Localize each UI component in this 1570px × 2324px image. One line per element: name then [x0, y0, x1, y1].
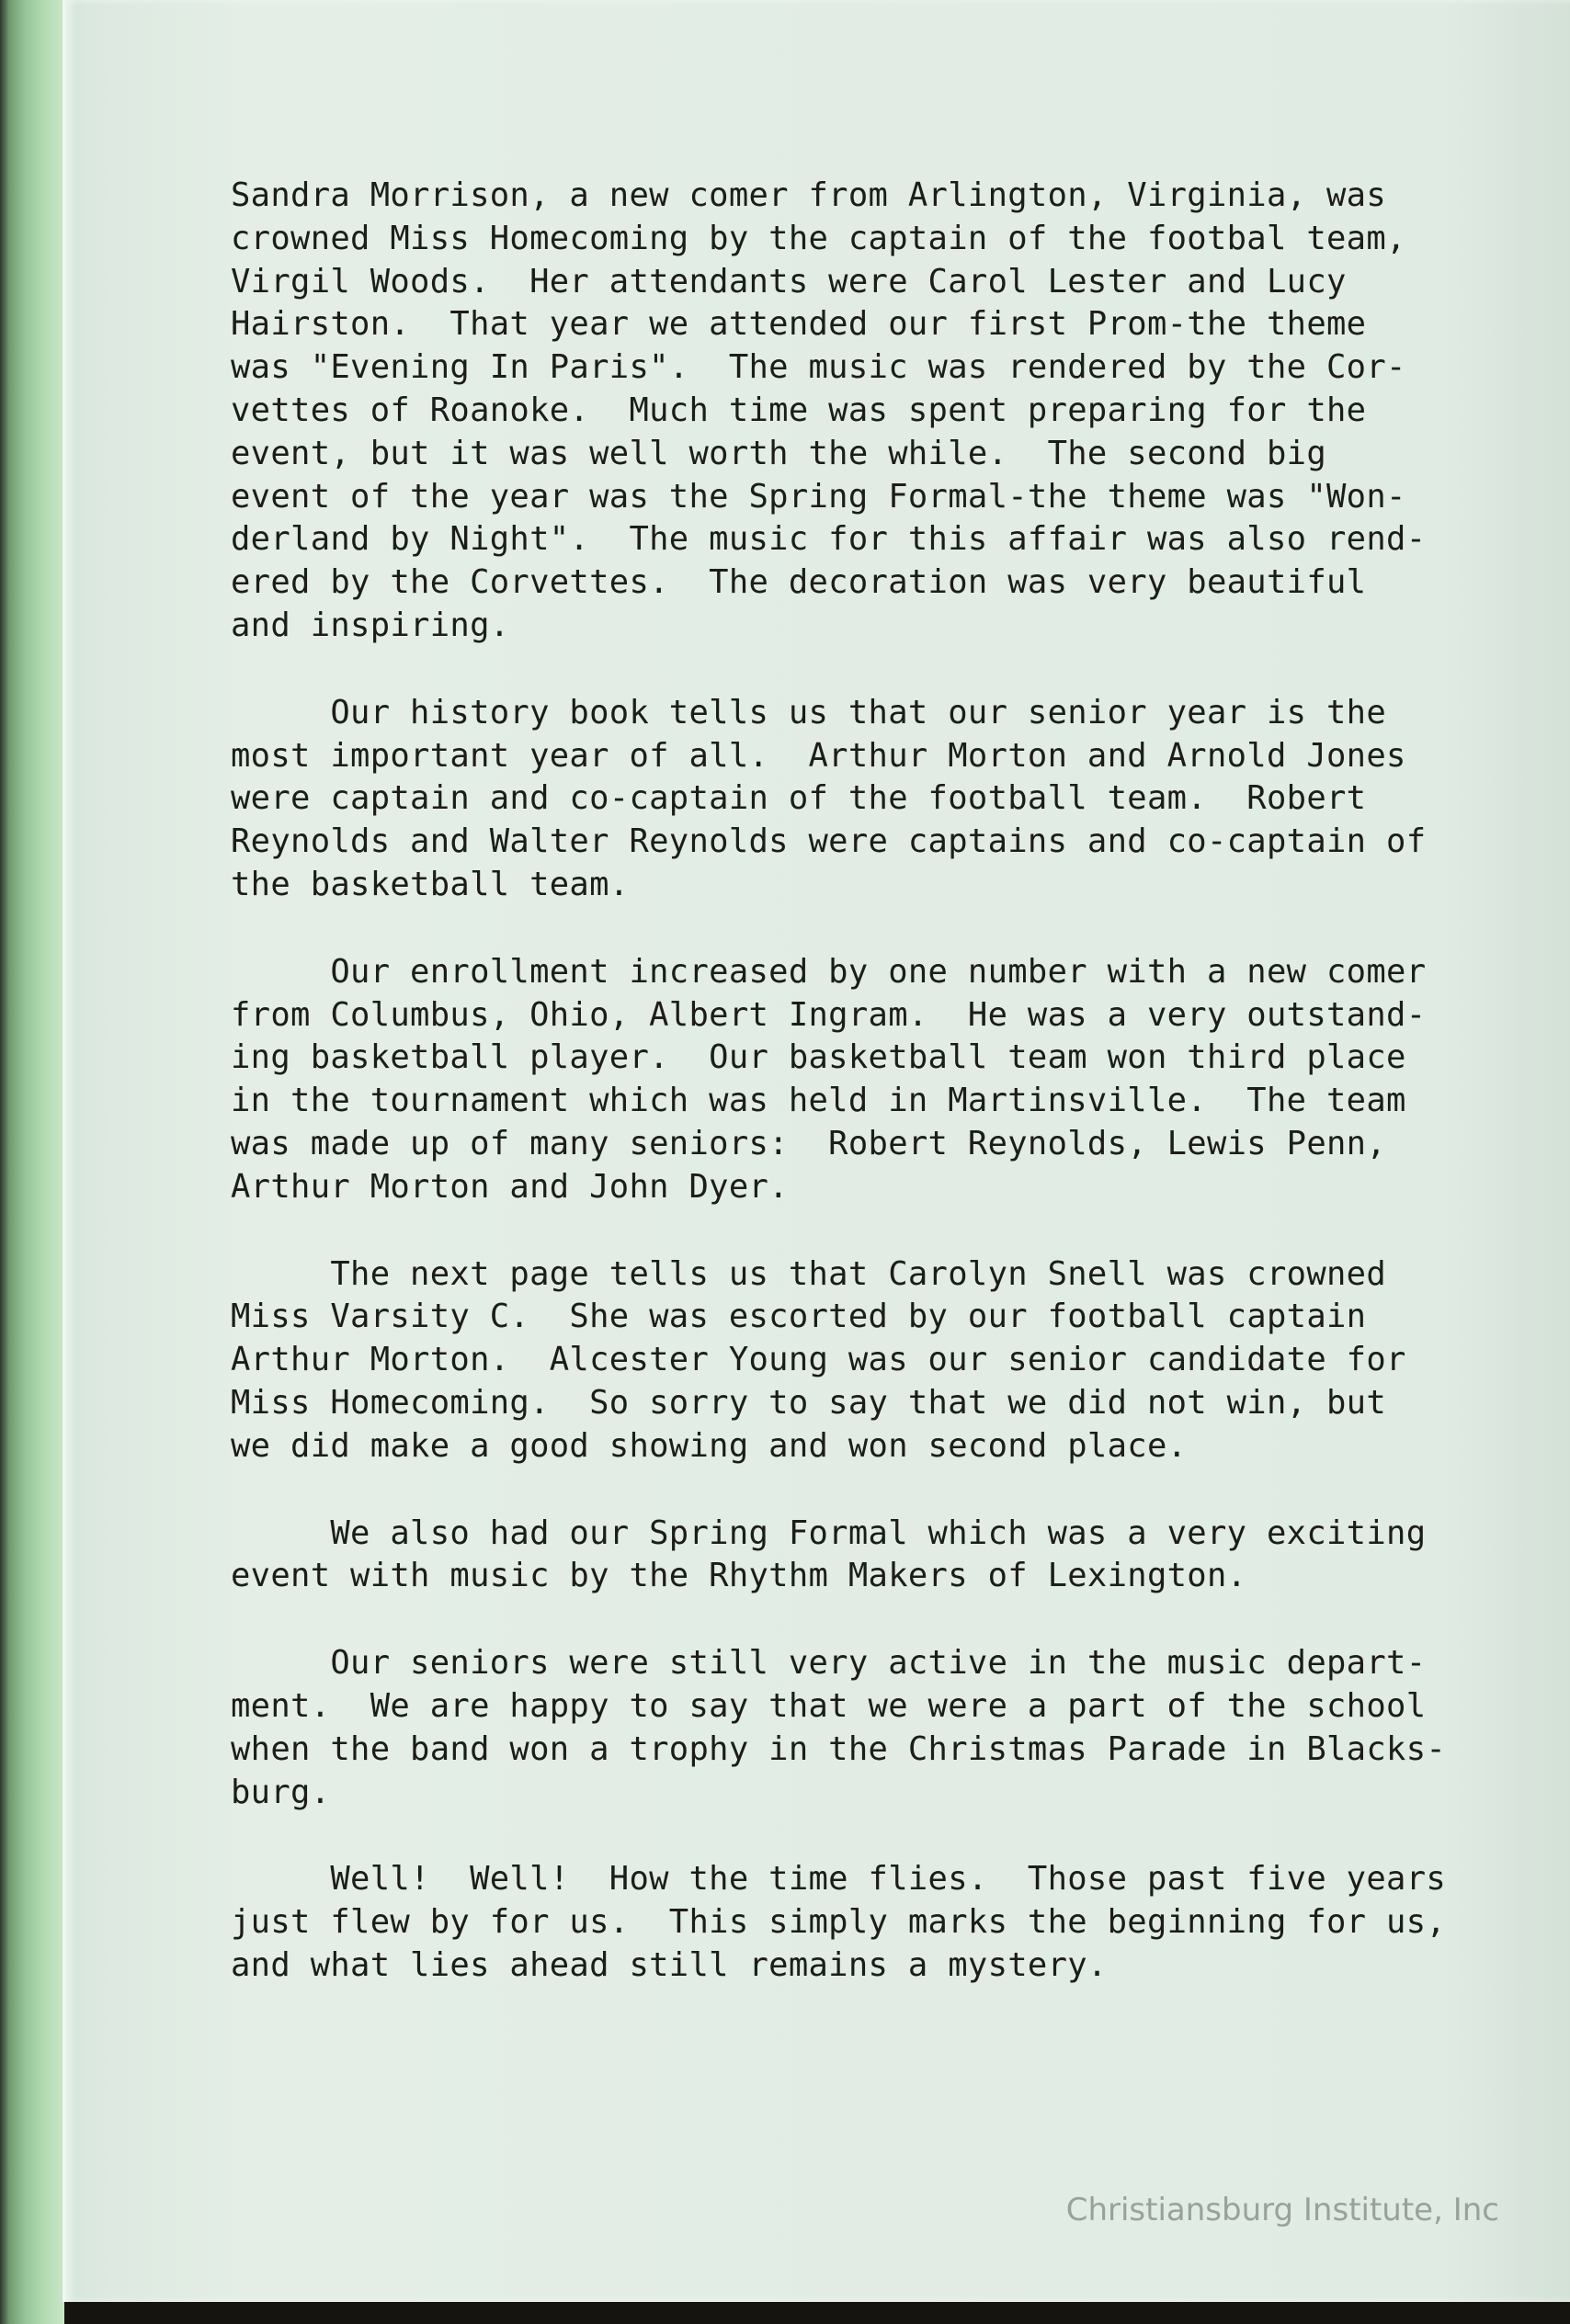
paragraph	[231, 175, 1536, 648]
document-page	[63, 0, 1570, 2302]
text-line: derland by Night". The music for this affair was also rend-	[231, 520, 1427, 559]
text-line: was made up of many seniors: Robert Reynolds, Lewis Penn,	[231, 1124, 1387, 1162]
text-line: vettes of Roanoke. Much time was spent preparing for the	[231, 391, 1367, 429]
text-line: Reynolds and Walter Reynolds were captains and co-captain of	[231, 822, 1427, 861]
paragraph	[231, 1253, 1536, 1468]
text-line: were captain and co-captain of the football team. Robert	[231, 779, 1367, 818]
text-line: and inspiring.	[231, 606, 510, 644]
paragraph	[231, 951, 1536, 1209]
text-line: in the tournament which was held in Martinsville. The team	[231, 1082, 1406, 1120]
text-line: Hairston. That year we attended our first Prom-the theme	[231, 305, 1367, 344]
paragraph	[231, 1858, 1536, 1987]
text-line: we did make a good showing and won second place.	[231, 1426, 1188, 1465]
text-line: ered by the Corvettes. The decoration was very beautiful	[231, 563, 1367, 602]
text-line: ing basketball player. Our basketball team won third place	[231, 1038, 1406, 1077]
text-line: Arthur Morton and John Dyer.	[231, 1167, 789, 1206]
text-line: when the band won a trophy in the Christmas Parade in Blacks-	[231, 1729, 1447, 1768]
watermark-text: Christiansburg Institute, Inc	[1065, 2192, 1499, 2228]
text-line: Sandra Morrison, a new comer from Arlington, Virginia, was	[231, 176, 1387, 214]
text-line: Virgil Woods. Her attendants were Carol Lester and Lucy	[231, 262, 1347, 300]
text-line: burg.	[231, 1773, 331, 1811]
text-line: Our seniors were still very active in the music depart-	[231, 1644, 1427, 1683]
green-cover-edge	[0, 0, 64, 2324]
text-line: crowned Miss Homecoming by the captain of the footbal team,	[231, 219, 1406, 257]
text-line: from Columbus, Ohio, Albert Ingram. He was a very outstand-	[231, 995, 1427, 1034]
text-line: and what lies ahead still remains a mystery.	[231, 1945, 1108, 1984]
text-line: The next page tells us that Carolyn Snell was crowned	[231, 1254, 1387, 1293]
text-line: just flew by for us. This simply marks the beginning for us,	[231, 1903, 1447, 1942]
text-line: We also had our Spring Formal which was a very exciting	[231, 1513, 1427, 1552]
text-line: the basketball team.	[231, 865, 630, 903]
text-line: was "Evening In Paris". The music was rendered by the Cor-	[231, 348, 1406, 387]
text-line: Well! Well! How the time flies. Those past five years	[231, 1860, 1447, 1899]
paragraph	[231, 1642, 1536, 1814]
text-line: event of the year was the Spring Formal-the theme was "Won-	[231, 477, 1406, 516]
paragraph	[231, 1513, 1536, 1599]
text-line: Our history book tells us that our senior year is the	[231, 693, 1387, 731]
text-line: Our enrollment increased by one number with a new comer	[231, 952, 1427, 991]
text-line: most important year of all. Arthur Morton and Arnold Jones	[231, 736, 1406, 775]
text-line: Miss Homecoming. So sorry to say that we did not win, but	[231, 1383, 1387, 1422]
text-line: ment. We are happy to say that we were a part of the school	[231, 1686, 1427, 1725]
paragraph	[231, 692, 1536, 907]
text-line: Arthur Morton. Alcester Young was our senior candidate for	[231, 1341, 1406, 1379]
text-line: event with music by the Rhythm Makers of Lexington.	[231, 1557, 1247, 1595]
typewritten-text-block	[231, 175, 1536, 2032]
text-line: event, but it was well worth the while. The second big	[231, 434, 1327, 472]
text-line: Miss Varsity C. She was escorted by our football captain	[231, 1298, 1367, 1336]
